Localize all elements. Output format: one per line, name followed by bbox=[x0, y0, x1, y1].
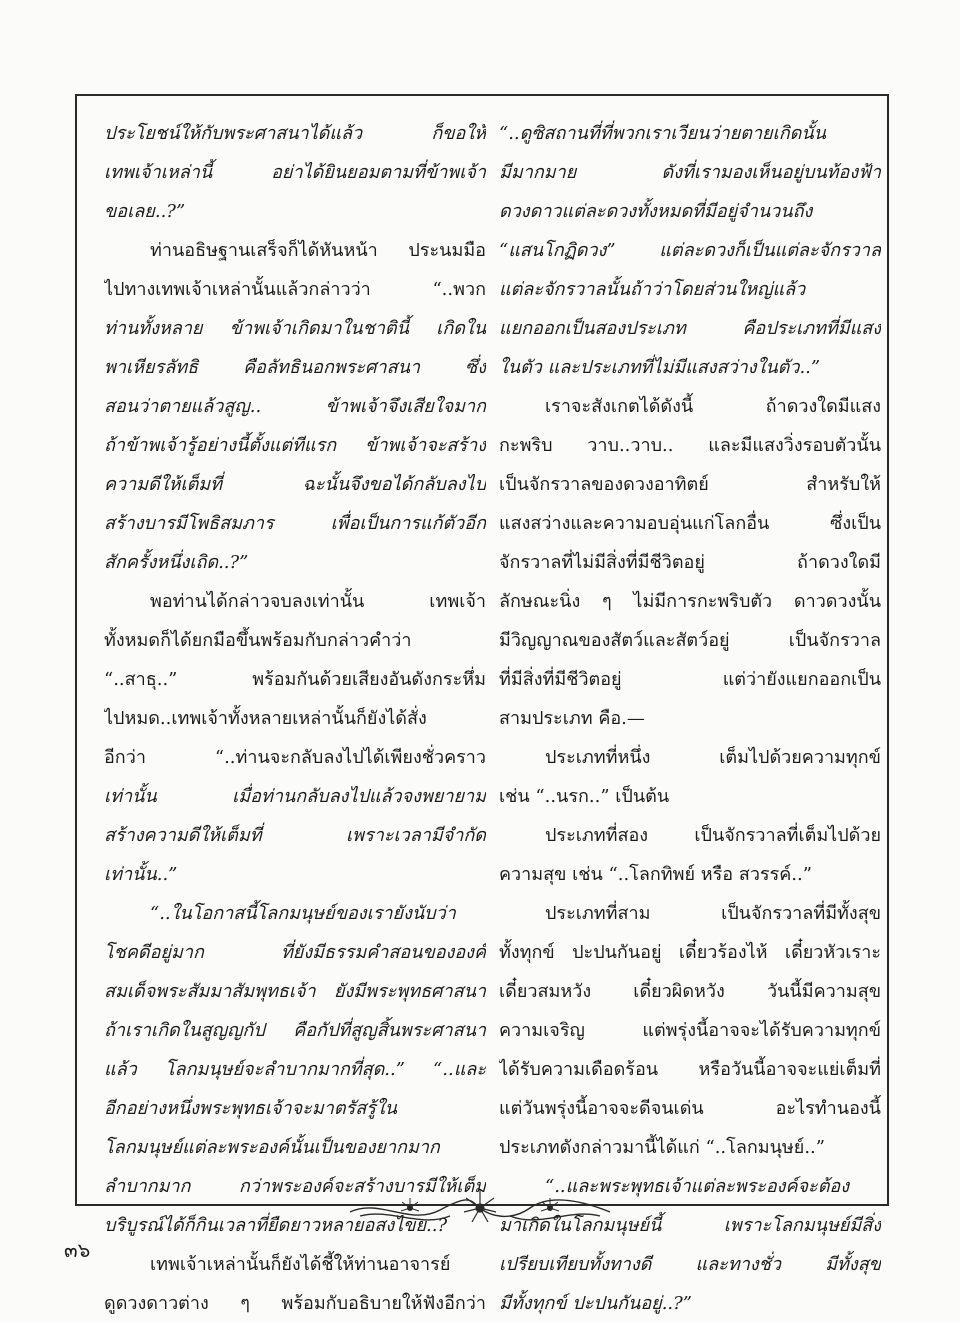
right-column-line: ความเจริญ แต่พรุ่งนี้อาจจะได้รับความทุกข์ bbox=[499, 1020, 881, 1041]
right-column-line: กะพริบ วาบ..วาบ.. และมีแสงวิ่งรอบตัวนั้น bbox=[499, 435, 881, 456]
left-column-line: เทพเจ้าเหล่านั้นก็ยังได้ชี้ให้ท่านอาจารย์ bbox=[150, 1254, 451, 1275]
right-column-line: แต่วันพรุ่งนี้อาจจะดีจนเด่น อะไรทำนองนี้ bbox=[499, 1098, 881, 1119]
right-column-line: เช่น “..นรก..” เป็นต้น bbox=[499, 786, 670, 807]
left-column-line: ขอเลย..?” bbox=[104, 201, 186, 222]
right-column-line: ลักษณะนิ่ง ๆ ไม่มีการกะพริบตัว ดาวดวงนั้น bbox=[499, 591, 881, 612]
right-column-line: เราจะสังเกตได้ดังนี้ ถ้าดวงใดมีแสง bbox=[545, 396, 881, 417]
left-column-line: ท่านทั้งหลาย ข้าพเจ้าเกิดมาในชาตินี้ เกิดใน bbox=[104, 318, 486, 339]
left-column-line: ไปทางเทพเจ้าเหล่านั้นแล้วกล่าวว่า “..พวก bbox=[104, 279, 486, 300]
left-column-line: โชคดีอยู่มาก ที่ยังมีธรรมคำสอนขององค์ bbox=[104, 942, 486, 963]
right-column-line: ความสุข เช่น “..โลกทิพย์ หรือ สวรรค์..” bbox=[499, 864, 812, 885]
right-column-line: มีมากมาย ดังที่เรามองเห็นอยู่บนท้องฟ้า bbox=[499, 162, 881, 183]
right-column-line: ประเภทที่หนึ่ง เต็มไปด้วยความทุกข์ bbox=[545, 747, 881, 768]
left-column-line: ความดีให้เต็มที่ ฉะนั้นจึงขอได้กลับลงไป bbox=[104, 474, 486, 495]
right-column-line: มีวิญญาณของสัตว์และสัตว์อยู่ เป็นจักรวาล bbox=[499, 630, 881, 651]
left-column-line: เทพเจ้าเหล่านี้ อย่าได้ยินยอมตามที่ข้าพเจ้า bbox=[104, 162, 486, 183]
right-column-line: เดี๋ยวสมหวัง เดี๋ยวผิดหวัง วันนี้มีความสุข bbox=[499, 981, 881, 1002]
left-column-line: สร้างความดีให้เต็มที่ เพราะเวลามีจำกัด bbox=[104, 825, 486, 846]
left-column-line: สอนว่าตายแล้วสูญ.. ข้าพเจ้าจึงเสียใจมาก bbox=[104, 396, 486, 417]
left-column-line: ถ้าข้าพเจ้ารู้อย่างนี้ตั้งแต่ทีแรก ข้าพเจ้าจะสร้าง bbox=[104, 435, 486, 456]
left-column-line: “..สาธุ..” พร้อมกันด้วยเสียงอันดังกระหึ่ม bbox=[104, 669, 486, 690]
right-column-line: แสงสว่างและความอบอุ่นแก่โลกอื่น ซึ่งเป็น bbox=[499, 513, 881, 534]
left-text-column bbox=[104, 114, 486, 1323]
right-column-line: ประเภทที่สอง เป็นจักรวาลที่เต็มไปด้วย bbox=[545, 825, 881, 846]
right-text-column bbox=[499, 114, 881, 1323]
left-column-line: แล้ว โลกมนุษย์จะลำบากมากที่สุด..” “..และ bbox=[104, 1059, 486, 1080]
left-column-line: เท่านั้น เมื่อท่านกลับลงไปแล้วจงพยายาม bbox=[104, 786, 486, 807]
right-column-line: มาเกิดในโลกมนุษย์นี้ เพราะโลกมนุษย์มีสิ่ง bbox=[499, 1215, 881, 1236]
right-column-line: ทั้งทุกข์ ปะปนกันอยู่ เดี๋ยวร้องไห้ เดี๋ยวหัวเราะ bbox=[499, 942, 881, 963]
right-column-line: ในตัว และประเภทที่ไม่มีแสงสว่างในตัว..” bbox=[499, 357, 821, 378]
right-column-line: ได้รับความเดือดร้อน หรือวันนี้อาจจะแย่เต็มที่ bbox=[499, 1059, 881, 1080]
page-number: ๓๖ bbox=[64, 1238, 91, 1262]
left-column-line: ดูดวงดาวต่าง ๆ พร้อมกับอธิบายให้ฟังอีกว่า bbox=[104, 1293, 486, 1314]
right-column-line: แต่ละจักรวาลนั้นถ้าว่าโดยส่วนใหญ่แล้ว bbox=[499, 279, 806, 300]
left-column-line: ไปหมด..เทพเจ้าทั้งหลายเหล่านั้นก็ยังได้สั่ง bbox=[104, 708, 427, 729]
right-column-line: เป็นจักรวาลของดวงอาทิตย์ สำหรับให้ bbox=[499, 474, 881, 495]
right-column-line: “..และพระพุทธเจ้าแต่ละพระองค์จะต้อง bbox=[545, 1176, 850, 1197]
floral-ornament bbox=[340, 1178, 620, 1238]
left-column-line: อีกอย่างหนึ่งพระพุทธเจ้าจะมาตรัสรู้ใน bbox=[104, 1098, 397, 1119]
left-column-line: สักครั้งหนึ่งเถิด..?” bbox=[104, 552, 249, 573]
right-column-line: ดวงดาวแต่ละดวงทั้งหมดที่มีอยู่จำนวนถึง bbox=[499, 201, 813, 222]
left-column-line: โลกมนุษย์แต่ละพระองค์นั้นเป็นของยากมาก bbox=[104, 1137, 440, 1158]
right-column-line: เปรียบเทียบทั้งทางดี และทางชั่ว มีทั้งสุข bbox=[499, 1254, 881, 1275]
left-column-line: ทั้งหมดก็ได้ยกมือขึ้นพร้อมกับกล่าวคำว่า bbox=[104, 630, 412, 651]
left-column-line: สร้างบารมีโพธิสมภาร เพื่อเป็นการแก้ตัวอีก bbox=[104, 513, 486, 534]
right-column-line: “..ดูซิสถานที่ที่พวกเราเวียนว่ายตายเกิดนั้น bbox=[499, 123, 826, 144]
right-column-line: ที่มีสิ่งที่มีชีวิตอยู่ แต่ว่ายังแยกออกเป็น bbox=[499, 669, 881, 690]
right-column-line: แยกออกเป็นสองประเภท คือประเภทที่มีแสง bbox=[499, 318, 881, 339]
left-column-line: อีกว่า “..ท่านจะกลับลงไปได้เพียงชั่วคราว bbox=[104, 747, 486, 768]
left-column-line: พอท่านได้กล่าวจบลงเท่านั้น เทพเจ้า bbox=[150, 591, 486, 612]
right-column-line: ประเภทดังกล่าวมานี้ได้แก่ “..โลกมนุษย์..” bbox=[499, 1137, 825, 1158]
left-column-line: บริบูรณ์ได้ก็กินเวลาที่ยืดยาวหลายอสงไขย..? bbox=[104, 1215, 448, 1236]
right-column-line: ประเภทที่สาม เป็นจักรวาลที่มีทั้งสุข bbox=[545, 903, 881, 924]
left-column-line: “..ในโอกาสนี้โลกมนุษย์ของเรายังนับว่า bbox=[150, 903, 456, 924]
flower-icon bbox=[464, 1190, 496, 1222]
left-column-line: ประโยชน์ให้กับพระศาสนาได้แล้ว ก็ขอให้ bbox=[104, 123, 486, 144]
left-column-line: ลำบากมาก กว่าพระองค์จะสร้างบารมีให้เต็ม bbox=[104, 1176, 486, 1197]
left-column-line: ท่านอธิษฐานเสร็จก็ได้หันหน้า ประนมมือ bbox=[150, 240, 486, 261]
right-column-line: มีทั้งทุกข์ ปะปนกันอยู่..?” bbox=[499, 1293, 692, 1314]
right-column-line: สามประเภท คือ.— bbox=[499, 708, 645, 729]
left-column-line: ถ้าเราเกิดในสูญญกัป คือกัปที่สูญสิ้นพระศาสนา bbox=[104, 1020, 486, 1041]
left-column-line: เท่านั้น..” bbox=[104, 864, 178, 885]
right-column-line: จักรวาลที่ไม่มีสิ่งที่มีชีวิตอยู่ ถ้าดวงใดมี bbox=[499, 552, 881, 573]
left-column-line: สมเด็จพระสัมมาสัมพุทธเจ้า ยังมีพระพุทธศาสนา bbox=[104, 981, 486, 1002]
right-column-line: “แสนโกฏิดวง” แต่ละดวงก็เป็นแต่ละจักรวาล bbox=[499, 240, 881, 261]
left-column-line: พาเหียรลัทธิ คือลัทธินอกพระศาสนา ซึ่ง bbox=[104, 357, 486, 378]
